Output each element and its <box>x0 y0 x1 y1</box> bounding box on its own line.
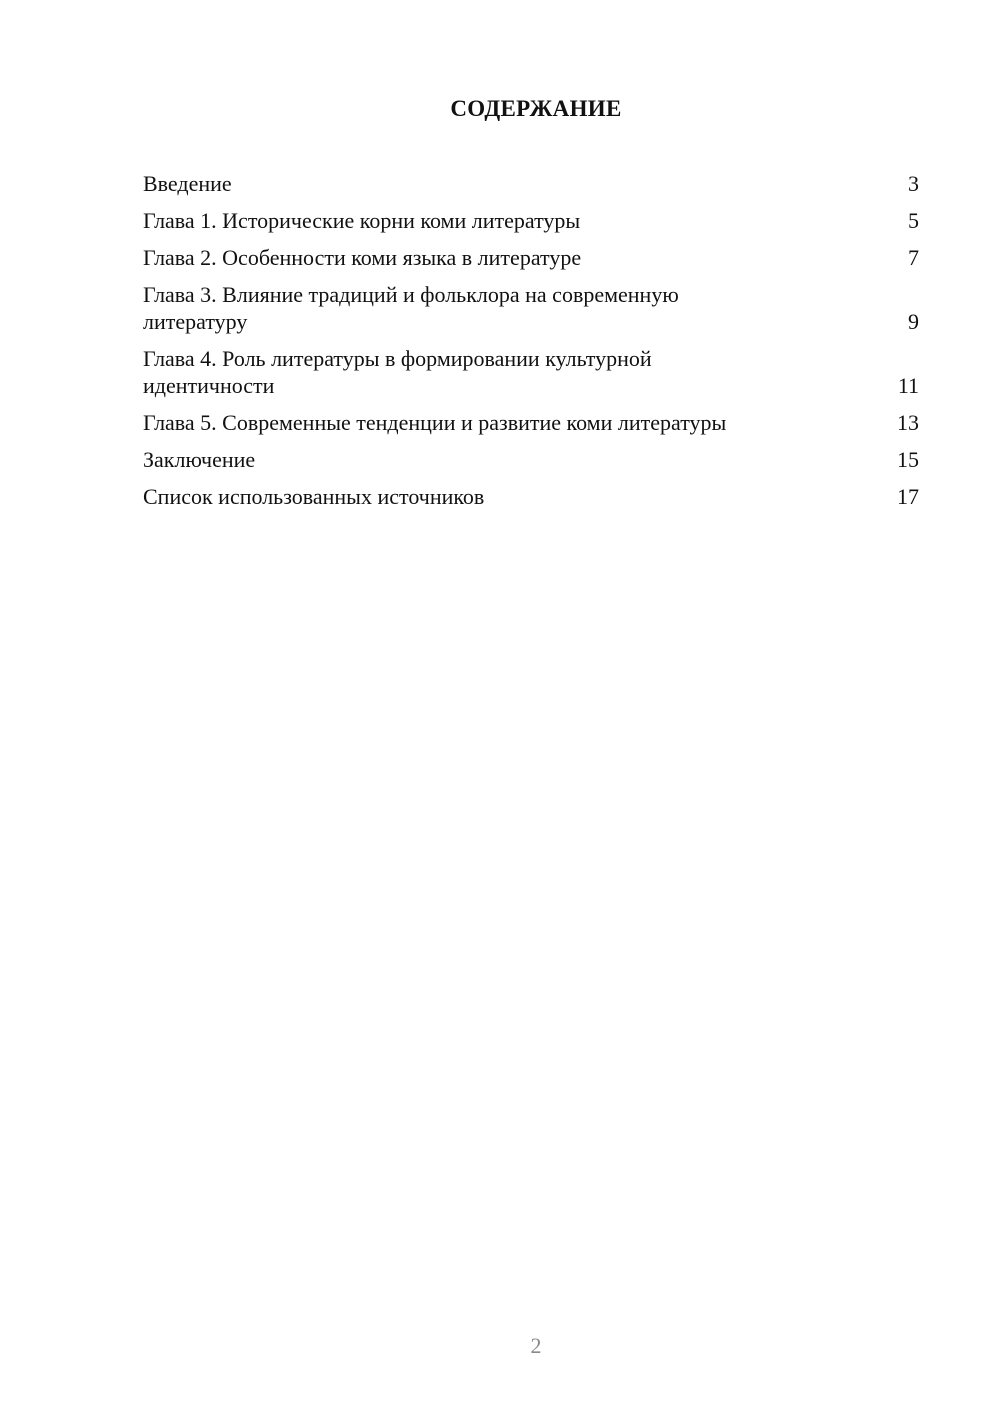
toc-entry-page: 13 <box>897 410 919 435</box>
toc-entry-label: Введение <box>143 171 232 196</box>
toc-entry-chapter-2[interactable] <box>143 244 919 271</box>
toc-entry-chapter-1[interactable] <box>143 207 919 234</box>
toc-entry-page: 15 <box>897 447 919 472</box>
toc-entry-chapter-4[interactable] <box>143 345 919 399</box>
table-of-contents <box>143 170 919 520</box>
toc-entry-label: Глава 4. Роль литературы в формировании культурной идентичности <box>143 346 652 398</box>
toc-entry-chapter-3[interactable] <box>143 281 919 335</box>
toc-entry-page: 5 <box>908 208 919 233</box>
toc-title: СОДЕРЖАНИЕ <box>450 96 622 121</box>
toc-entry-conclusion[interactable] <box>143 446 919 473</box>
toc-entry-label: Глава 3. Влияние традиций и фольклора на современную литературу <box>143 282 679 334</box>
toc-entry-page: 17 <box>897 484 919 509</box>
toc-entry-label: Список использованных источников <box>143 484 485 509</box>
toc-entry-page: 7 <box>908 245 919 270</box>
toc-entry-references[interactable] <box>143 483 919 510</box>
toc-entry-page: 3 <box>908 171 919 196</box>
toc-entry-label: Глава 1. Исторические корни коми литературы <box>143 208 581 233</box>
toc-entry-label: Заключение <box>143 447 256 472</box>
toc-entry-chapter-5[interactable] <box>143 409 919 436</box>
toc-entry-label: Глава 5. Современные тенденции и развитие коми литературы <box>143 410 727 435</box>
toc-entry-page: 9 <box>908 309 919 334</box>
page-number: 2 <box>530 1333 542 1358</box>
toc-entry-page: 11 <box>897 373 919 398</box>
toc-entry-introduction[interactable] <box>143 170 919 197</box>
toc-entry-label: Глава 2. Особенности коми языка в литературе <box>143 245 582 270</box>
